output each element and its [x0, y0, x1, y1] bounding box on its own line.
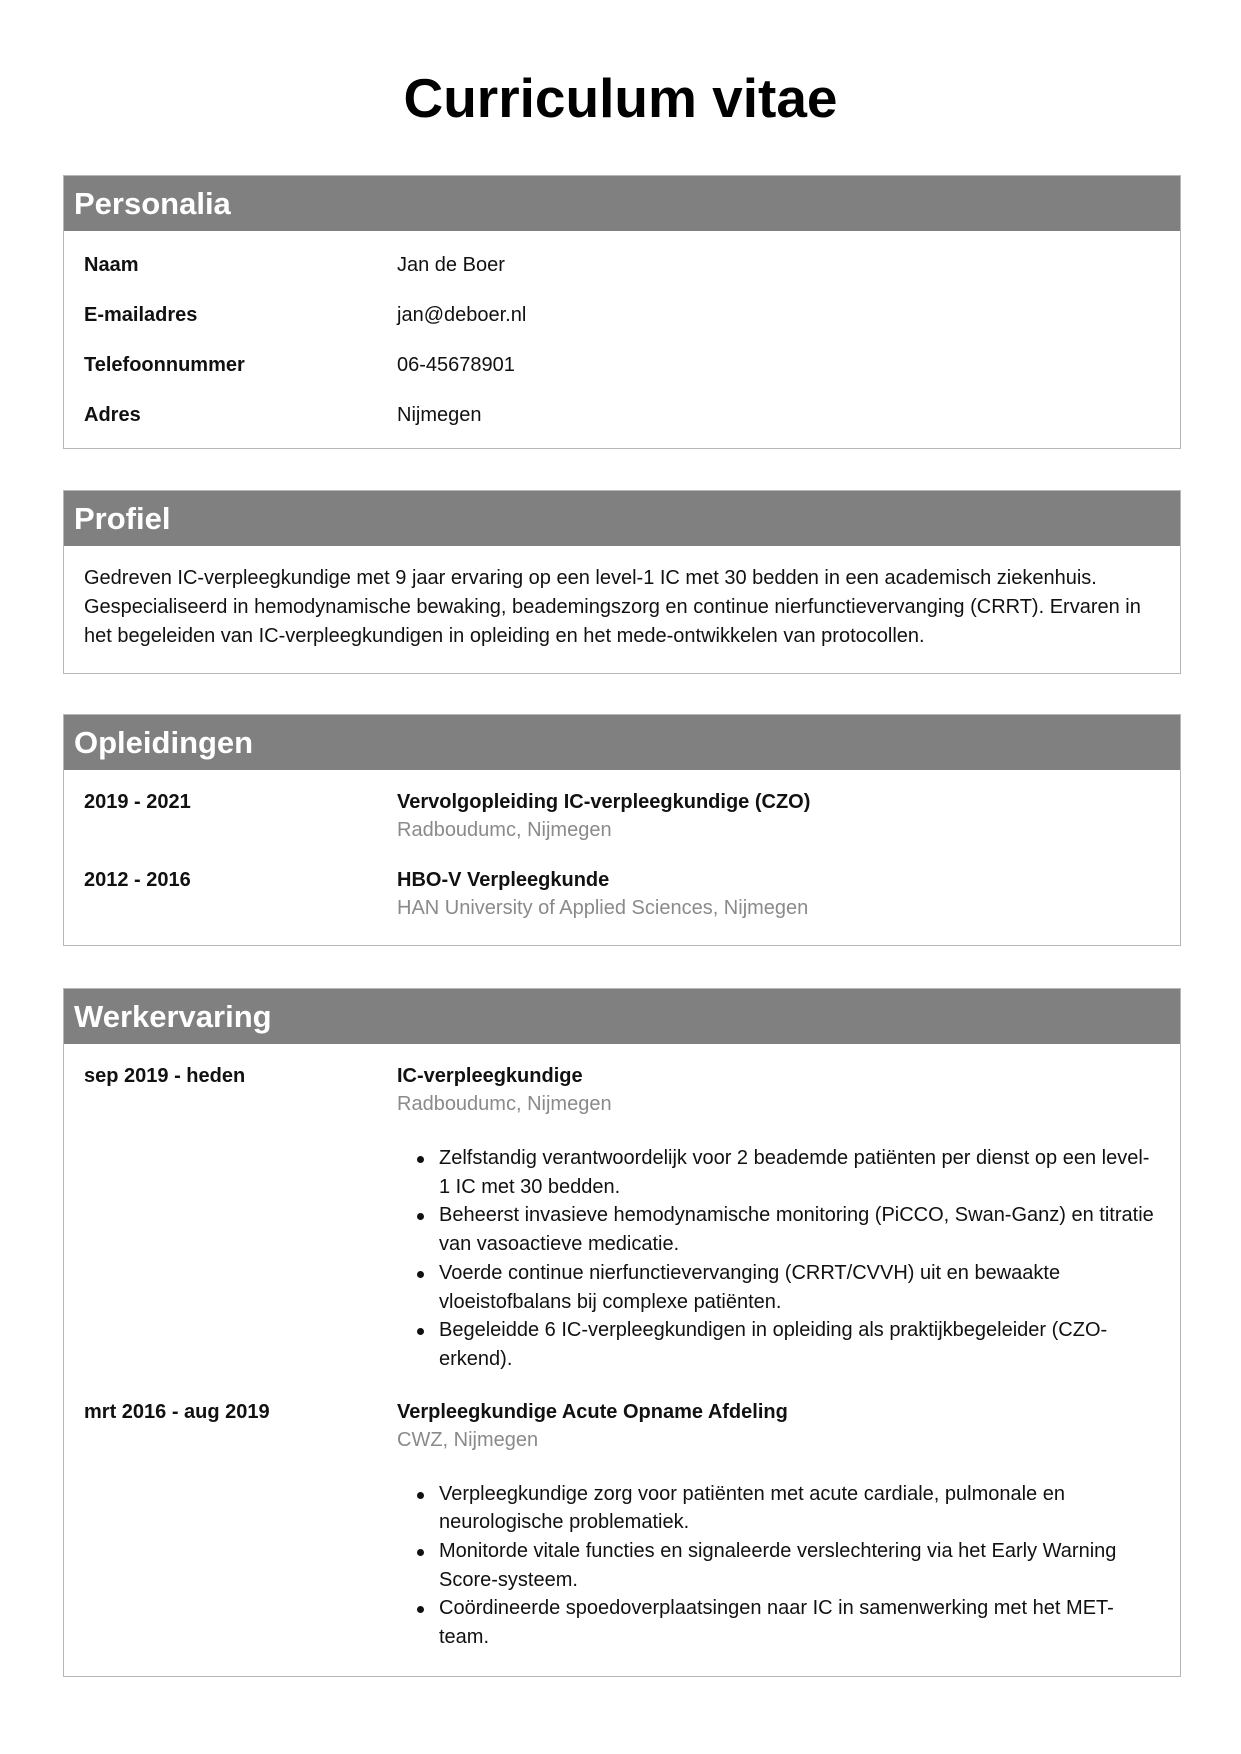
bullet-item: Coördineerde spoedoverplaatsingen naar IC in samenwerking met het MET-team. — [439, 1594, 1160, 1651]
field-label: E-mailadres — [84, 304, 198, 326]
document-title: Curriculum vitae — [403, 67, 838, 129]
work-place: CWZ, Nijmegen — [397, 1428, 539, 1451]
bullet-item: Verpleegkundige zorg voor patiënten met acute cardiale, pulmonale en neurologische problematiek. — [439, 1480, 1160, 1537]
work-entry — [84, 1062, 1160, 1374]
profile-text: Gedreven IC-verpleegkundige met 9 jaar ervaring op een level-1 IC met 30 bedden in een academisch ziekenhuis. Gespecialiseerd in hemodynamische bewaking, beademingszorg en continue nierfunctievervanging (CRRT). Ervaren in het begeleiden van IC-verpleegkundigen in opleiding en het mede-ontwikkelen van protocollen. — [84, 567, 1141, 647]
work-place: Radboudumc, Nijmegen — [397, 1093, 612, 1115]
personal-row-naam — [84, 251, 1160, 301]
bullet-item: Begeleidde 6 IC-verpleegkundigen in opleiding als praktijkbegeleider (CZO-erkend). — [439, 1316, 1160, 1373]
section-opleidingen — [63, 714, 1181, 946]
field-value: Nijmegen — [397, 404, 482, 426]
field-label: Naam — [84, 254, 139, 276]
section-werkervaring — [63, 988, 1181, 1677]
bullet-item: Beheerst invasieve hemodynamische monitoring (PiCCO, Swan-Ganz) en titratie van vasoactieve medicatie. — [439, 1201, 1160, 1258]
field-value: 06-45678901 — [397, 354, 515, 376]
section-header-profiel: Profiel — [64, 491, 1180, 546]
bullet-item: Voerde continue nierfunctievervanging (CRRT/CVVH) uit en bewaakte vloeistofbalans bij complexe patiënten. — [439, 1259, 1160, 1316]
bullet-item: Monitorde vitale functies en signaleerde verslechtering via het Early Warning Score-systeem. — [439, 1537, 1160, 1594]
field-label: Telefoonnummer — [84, 354, 245, 376]
section-personalia — [63, 175, 1181, 449]
education-period: 2019 - 2021 — [84, 791, 191, 813]
personal-row-telefoon — [84, 351, 1160, 401]
section-profiel — [63, 490, 1181, 674]
education-place: HAN University of Applied Sciences, Nijmegen — [397, 897, 809, 919]
section-header-werkervaring: Werkervaring — [64, 989, 1180, 1044]
work-period: sep 2019 - heden — [84, 1065, 246, 1087]
bullet-item: Zelfstandig verantwoordelijk voor 2 beademde patiënten per dienst op een level-1 IC met 30 bedden. — [439, 1144, 1160, 1201]
work-bullets — [397, 1144, 1160, 1374]
personal-row-adres — [84, 401, 1160, 451]
work-title: IC-verpleegkundige — [397, 1065, 583, 1087]
education-place: Radboudumc, Nijmegen — [397, 819, 612, 841]
education-entry — [84, 788, 1160, 866]
personal-row-email — [84, 301, 1160, 351]
work-title: Verpleegkundige Acute Opname Afdeling — [397, 1400, 788, 1423]
work-period: mrt 2016 - aug 2019 — [84, 1400, 270, 1423]
field-value: Jan de Boer — [397, 254, 505, 276]
work-entry — [84, 1398, 1160, 1652]
field-label: Adres — [84, 404, 141, 426]
field-value: jan@deboer.nl — [397, 304, 527, 326]
education-title: HBO-V Verpleegkunde — [397, 869, 610, 891]
section-header-personalia: Personalia — [64, 176, 1180, 231]
section-header-opleidingen: Opleidingen — [64, 715, 1180, 770]
work-bullets — [397, 1480, 1160, 1652]
education-period: 2012 - 2016 — [84, 869, 191, 891]
education-entry — [84, 866, 1160, 944]
education-title: Vervolgopleiding IC-verpleegkundige (CZO) — [397, 791, 811, 813]
